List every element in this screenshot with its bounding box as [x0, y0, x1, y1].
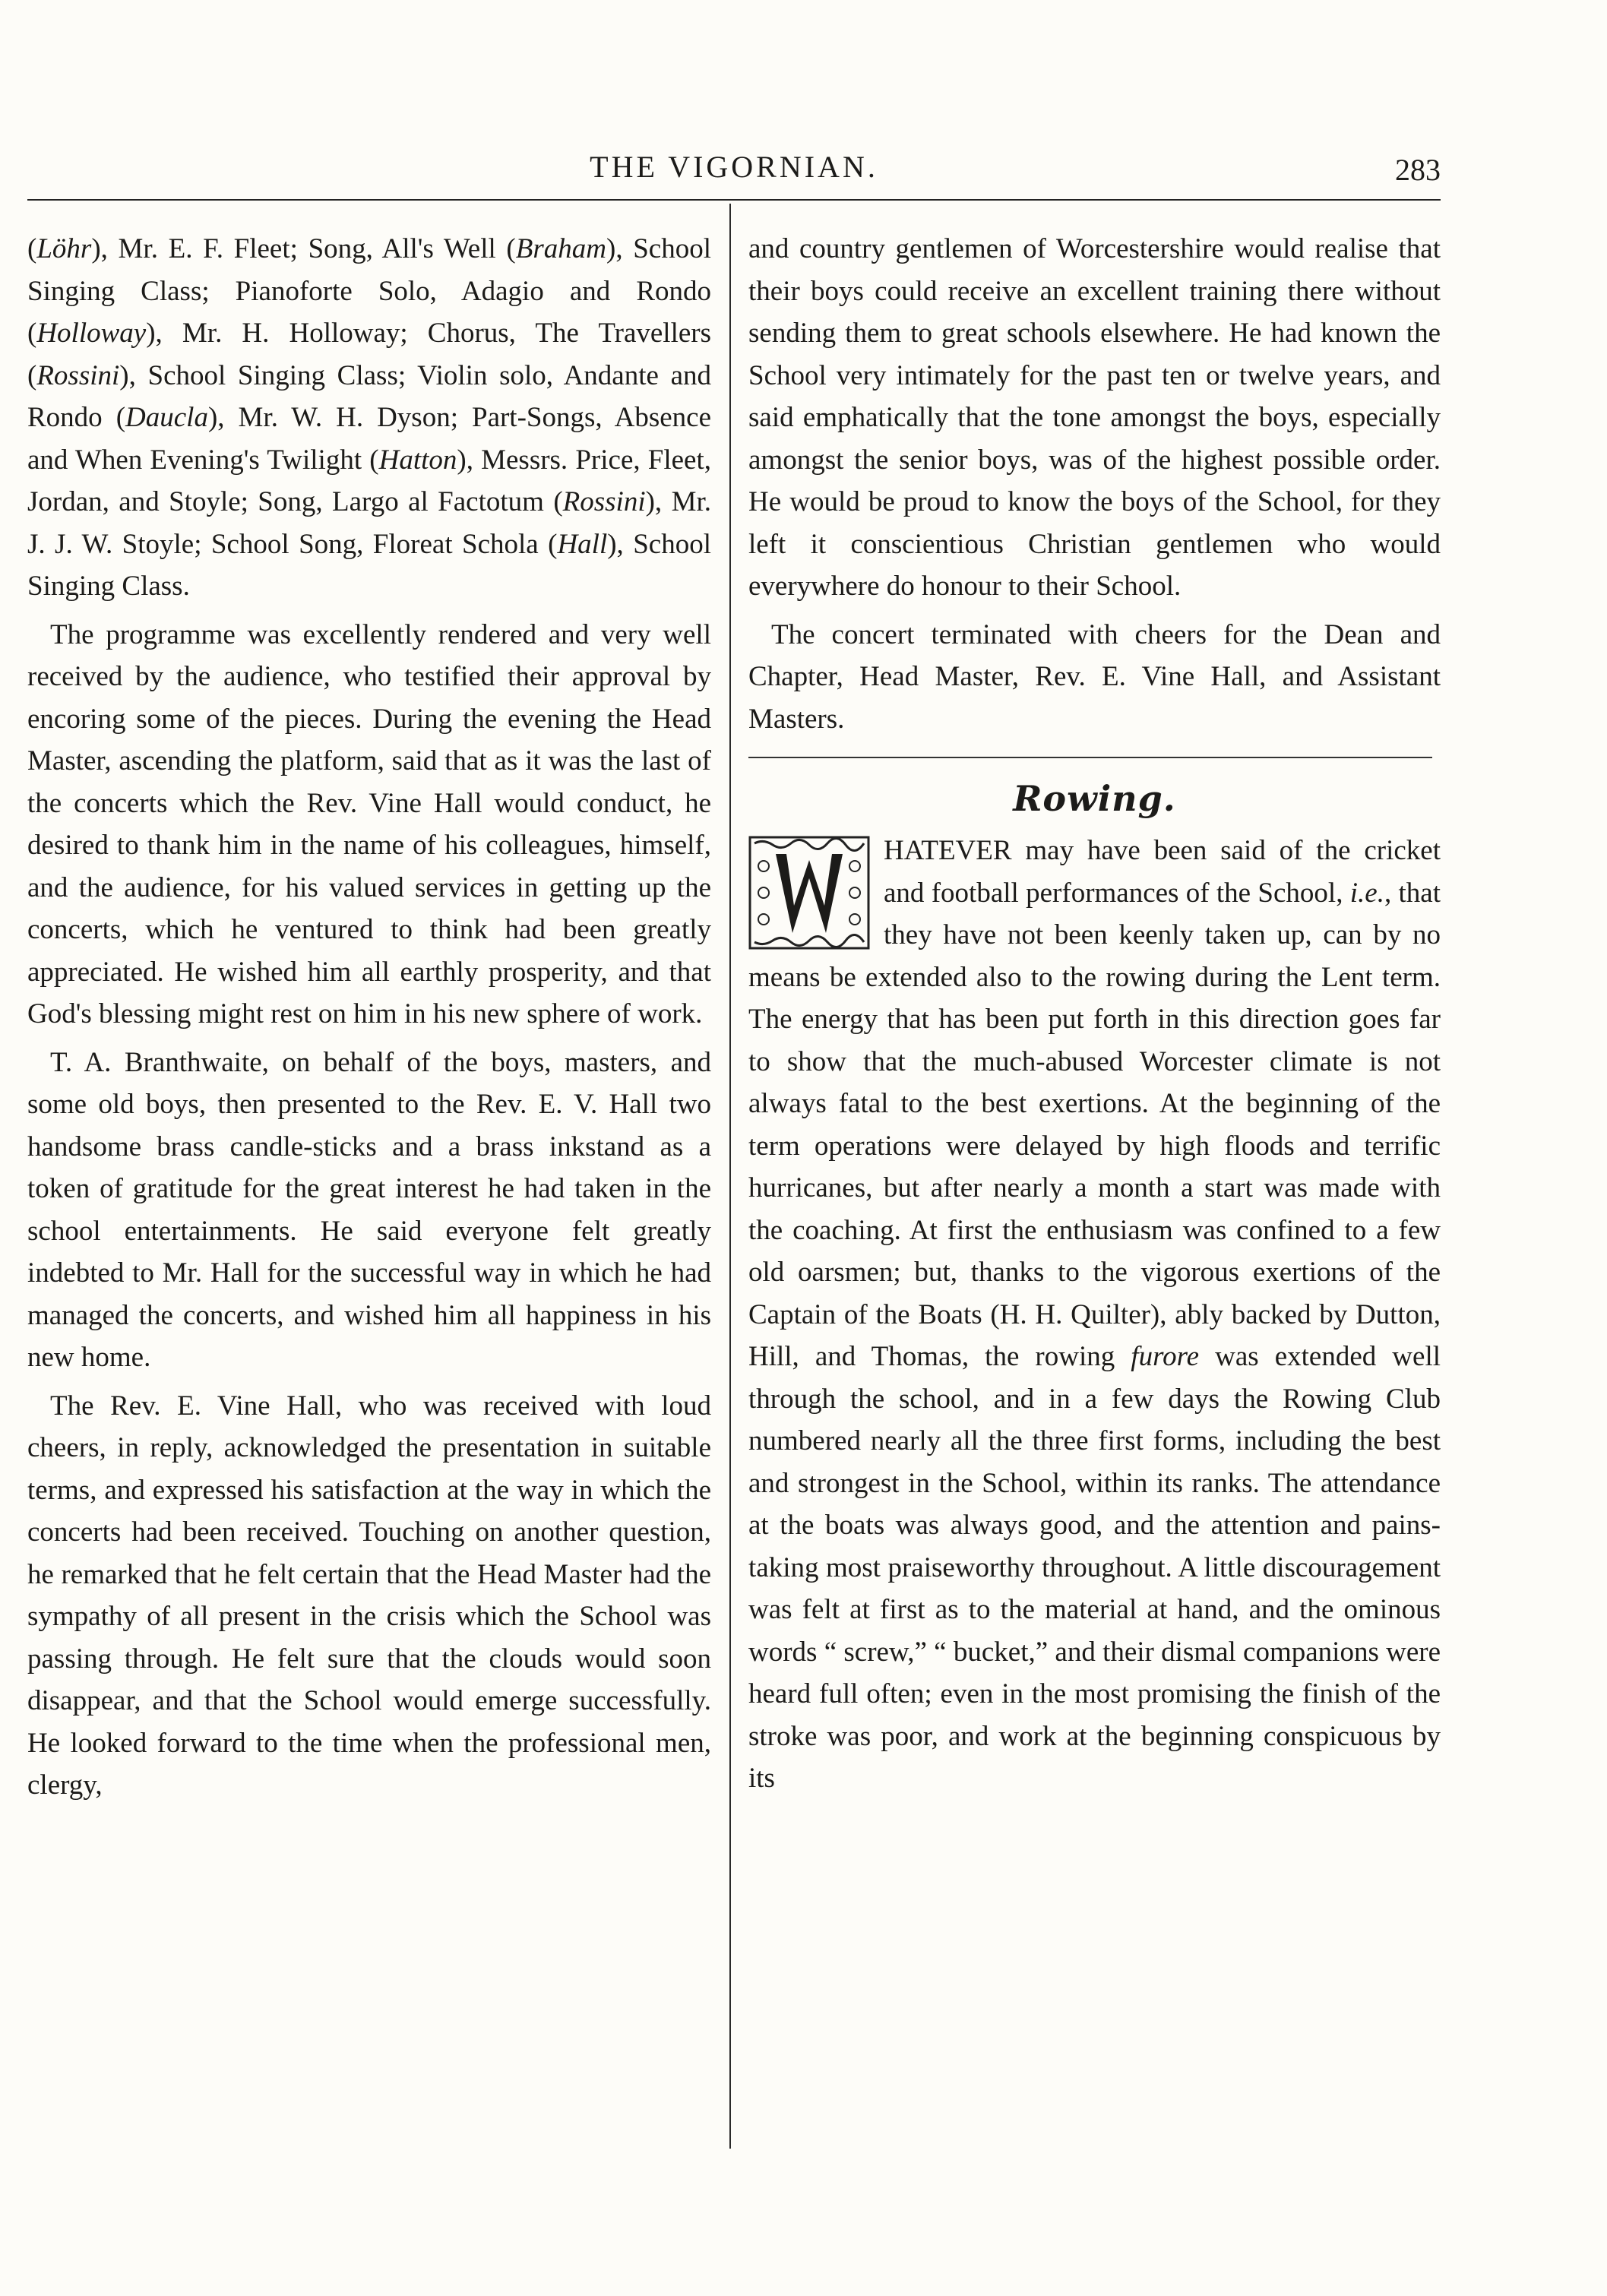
column-divider — [729, 204, 731, 2149]
drop-cap-w-icon — [748, 836, 870, 950]
paragraph-continuation: and country gentlemen of Worcestershire would realise that their boys could receive an excellent training there without sending them to great schools elsewhere. He had known the School very intimately for the past ten or twelve years, and said emphatically that the tone amongst the boys, especially amongst the senior boys, was of the highest possible order. He would be proud to know the boys of the School, for they left it conscientious Christian gentlemen who would everywhere do honour to their School. — [748, 233, 1441, 602]
section-rule — [748, 757, 1432, 758]
paragraph-reply: The Rev. E. Vine Hall, who was received with loud cheers, in reply, acknowledged the presentation in suitable terms, and expressed his satisfaction at the way in which the concerts had been received. Touching on another question, he remarked that he felt certain that the Head Master had the sympathy of all present in the crisis which the School was passing through. He felt sure that the clouds would soon disappear, and that the School would emerge successfully. He looked forward to the time when the professional men, clergy, — [27, 1390, 711, 1801]
paragraph-rowing: HATEVER may have been said of the cricket and football performances of the School, i.e., that they have not been keenly taken up, can by no means be extended also to the rowing during the Lent term. The energy that has been put forth in this direction goes far to show that the much-abused Worcester climate is not always fatal to the best exertions. At the beginning of the term operations were delayed by high floods and terrific hurricanes, but after nearly a month a start was made with the coaching. At first the enthusiasm was confined to a few old oarsmen; but, thanks to the vigorous exertions of the Captain of the Boats (H. H. Quilter), ably backed by Dutton, Hill, and Thomas, the rowing furore was extended well through the school, and in a few days the Rowing Club numbered nearly all the three first forms, including the best and strongest in the School, within its ranks. The attendance at the boats was always good, and the attention and pains-taking most praiseworthy throughout. A little discouragement was felt at first as to the material at hand, and the ominous words “ screw,” “ bucket,” and their dismal companions were heard full often; even in the most promising the finish of the stroke was poor, and work at the beginning conspicuous by its — [748, 835, 1441, 1794]
programme-list: (Löhr), Mr. E. F. Fleet; Song, All's Well (Braham), School Singing Class; Pianoforte Solo, Adagio and Rondo (Holloway), Mr. H. Holloway; Chorus, The Travellers (Rossini), School Singing Class; Violin solo, Andante and Rondo (Daucla), Mr. W. H. Dyson; Part-Songs, Absence and When Evening's Twilight (Hatton), Messrs. Price, Fleet, Jordan, and Stoyle; Song, Largo al Factotum (Rossini), Mr. J. J. W. Stoyle; School Song, Floreat Schola (Hall), School Singing Class. — [27, 233, 712, 602]
paragraph-presentation: T. A. Branthwaite, on behalf of the boys, masters, and some old boys, then presented to the Rev. E. V. Hall two handsome brass candle-sticks and a brass inkstand as a token of gratitude for the great interest he had taken in the school entertainments. He said everyone felt greatly indebted to Mr. Hall for the successful way in which he had managed the concerts, and wished him all happiness in his new home. — [27, 1046, 711, 1373]
right-column — [748, 228, 1441, 1800]
running-header — [27, 149, 1441, 202]
section-heading: Rowing. — [1013, 778, 1176, 819]
header-rule — [27, 199, 1441, 201]
paragraph-programme-reception: The programme was excellently rendered and very well received by the audience, who testified their approval by encoring some of the pieces. During the evening the Head Master, ascending the platform, said that as it was the last of the concerts which the Rev. Vine Hall would conduct, he desired to thank him in the name of his colleagues, himself, and the audience, for his valued services in getting up the concerts, which he ventured to think had been greatly appreciated. He wished him all earthly prosperity, and that God's blessing might rest on him in his new sphere of work. — [27, 618, 711, 1029]
paragraph-concert-end: The concert terminated with cheers for the Dean and Chapter, Head Master, Rev. E. Vine Hall, and Assistant Masters. — [748, 618, 1441, 735]
journal-title: THE VIGORNIAN. — [590, 150, 878, 184]
page-number: 283 — [1395, 153, 1441, 187]
left-column — [27, 228, 711, 1807]
